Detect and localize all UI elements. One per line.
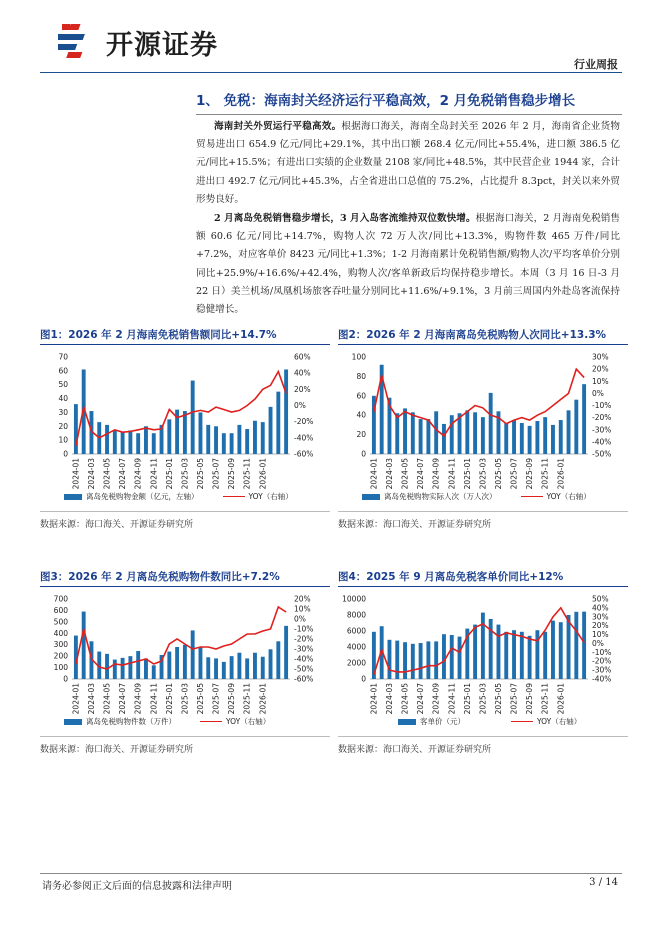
- legend-line-label: YOY（右轴）: [248, 492, 293, 501]
- chart-bar: [253, 421, 257, 454]
- chart-bar: [559, 420, 563, 454]
- chart-bar: [574, 612, 578, 679]
- chart-bar: [276, 641, 280, 679]
- y-right-tick-label: 40%: [294, 368, 311, 378]
- x-tick-label: 2024-07: [118, 683, 128, 715]
- chart-bar: [411, 412, 415, 454]
- x-tick-label: 2026-01: [556, 458, 566, 490]
- x-tick-label: 2025-11: [242, 683, 252, 715]
- y-left-tick-label: 8000: [346, 610, 366, 620]
- y-right-tick-label: -40%: [294, 433, 314, 443]
- chart-bar: [199, 412, 203, 454]
- x-tick-label: 2026-01: [556, 683, 566, 715]
- chart-bar: [284, 626, 288, 679]
- x-tick-label: 2024-11: [447, 458, 457, 490]
- figure-title: 图4：2025 年 9 月离岛免税客单价同比+12%: [338, 571, 564, 583]
- figure-divider: [338, 586, 628, 587]
- brand-name: 开源证券: [106, 30, 218, 61]
- x-tick-label: 2024-07: [416, 683, 426, 715]
- chart-bar: [497, 625, 501, 679]
- y-left-tick-label: 0: [361, 674, 366, 684]
- y-right-tick-label: -10%: [294, 624, 314, 634]
- chart-bar: [214, 426, 218, 454]
- y-right-tick-label: -30%: [294, 644, 314, 654]
- y-left-tick-label: 70: [58, 352, 68, 362]
- figure-title: 图2：2026 年 2 月海南离岛免税购物人次同比+13.3%: [338, 329, 607, 341]
- y-left-tick-label: 0: [63, 449, 68, 459]
- section-title: 1、 免税：海南封关经济运行平稳高效，2 月免税销售稳步增长: [196, 93, 576, 109]
- y-left-tick-label: 10000: [342, 594, 366, 604]
- y-right-tick-label: 30%: [592, 612, 609, 622]
- chart-bar: [144, 658, 148, 679]
- chart-bar: [574, 400, 578, 454]
- x-tick-label: 2024-09: [431, 683, 441, 715]
- y-left-tick-label: 10: [58, 435, 68, 445]
- chart-bar: [237, 653, 241, 679]
- y-left-tick-label: 100: [351, 352, 366, 362]
- y-left-tick-label: 0: [361, 449, 366, 459]
- chart-bar: [276, 392, 280, 454]
- x-tick-label: 2024-05: [102, 458, 112, 490]
- source-divider: [40, 736, 330, 737]
- figure-title: 图3：2026 年 2 月离岛免税购物件数同比+7.2%: [40, 571, 280, 583]
- chart-bar: [543, 632, 547, 679]
- chart-items: [40, 591, 330, 719]
- x-tick-label: 2025-05: [195, 458, 205, 490]
- y-left-tick-label: 80: [356, 371, 366, 381]
- y-right-tick-label: 0%: [294, 614, 306, 624]
- chart-bar: [199, 647, 203, 679]
- chart-legend: [398, 716, 581, 727]
- figure-1: [40, 327, 330, 537]
- chart-bar: [230, 433, 234, 454]
- x-tick-label: 2024-09: [133, 458, 143, 490]
- chart-bar: [559, 622, 563, 679]
- chart-bar: [136, 651, 140, 679]
- chart-bar: [489, 393, 493, 454]
- x-tick-label: 2024-05: [102, 683, 112, 715]
- y-left-tick-label: 600: [53, 605, 68, 615]
- y-right-tick-label: -30%: [592, 425, 612, 435]
- y-right-tick-label: 60%: [294, 352, 311, 362]
- legend-line-label: YOY（右轴）: [226, 717, 271, 726]
- legend-bar-label: 离岛免税购物件数（万件）: [86, 717, 176, 726]
- y-right-tick-label: -60%: [294, 449, 314, 459]
- chart-bar: [284, 369, 288, 454]
- figure-divider: [40, 344, 330, 345]
- x-tick-label: 2024-07: [118, 458, 128, 490]
- chart-visitors: [338, 349, 628, 494]
- y-right-tick-label: 50%: [592, 594, 609, 604]
- chart-bar: [567, 615, 571, 679]
- chart-bar: [465, 410, 469, 454]
- chart-bar: [152, 433, 156, 454]
- chart-bar: [535, 630, 539, 679]
- x-tick-label: 2025-01: [164, 683, 174, 715]
- y-right-tick-label: -40%: [592, 674, 612, 684]
- y-right-tick-label: -20%: [294, 634, 314, 644]
- legend-line-swatch: [200, 721, 222, 722]
- y-right-tick-label: -40%: [294, 654, 314, 664]
- chart-bar: [113, 430, 117, 454]
- x-tick-label: 2024-01: [71, 458, 81, 490]
- chart-bar: [535, 421, 539, 454]
- chart-bar: [520, 632, 524, 679]
- chart-bar: [388, 640, 392, 679]
- y-right-tick-label: 10%: [294, 604, 311, 614]
- legend-line-swatch: [223, 496, 245, 497]
- paragraph-body: 根据海口海关，2 月海南免税销售额 60.6 亿元/同比+14.7%，购物人次 72 万人次/同比+13.3%，购物件数 465 万件/同比+7.2%，对应客单价 8423 元/同比+1.3%；1-2 月海南累计免税销售额/购物人次/平均客单价分别同比+25.9%/+16.6%/+42.4%，购物人次/客单新政后均保持稳步增长。本周（3 月 16 日-3 月 22 日）美兰机场/凤凰机场旅客吞吐量分别同比+11.6%/+9.1%，3 月前三周国内外赴岛客流保持稳健增长。: [196, 213, 620, 316]
- x-tick-label: 2024-03: [384, 683, 394, 715]
- legend-bar-label: 离岛免税购物实际人次（万人次）: [384, 492, 497, 501]
- chart-bar: [528, 426, 532, 454]
- x-tick-label: 2025-05: [195, 683, 205, 715]
- y-right-tick-label: 20%: [294, 594, 311, 604]
- y-right-tick-label: 0%: [294, 401, 306, 410]
- chart-bar: [551, 425, 555, 454]
- x-tick-label: 2025-09: [227, 683, 237, 715]
- chart-bar: [183, 411, 187, 454]
- chart-bar: [403, 642, 407, 679]
- y-right-tick-label: 10%: [592, 630, 609, 640]
- figure-source: 数据来源：海口海关、开源证券研究所: [40, 520, 194, 530]
- chart-bar: [567, 410, 571, 454]
- chart-sales: [40, 349, 330, 494]
- chart-bar: [481, 613, 485, 679]
- chart-bar: [136, 433, 140, 454]
- chart-bar: [426, 641, 430, 679]
- y-right-tick-label: 20%: [294, 384, 311, 394]
- x-tick-label: 2025-01: [462, 458, 472, 490]
- y-right-tick-label: 20%: [592, 621, 609, 631]
- figure-divider: [338, 344, 628, 345]
- footer-disclaimer: 请务必参阅正文后面的信息披露和法律声明: [42, 881, 232, 892]
- y-left-tick-label: 6000: [346, 626, 366, 636]
- y-right-tick-label: 10%: [592, 376, 609, 386]
- y-right-tick-label: -10%: [592, 647, 612, 657]
- paragraph-lead: 2 月离岛免税销售稳步增长，3 月入岛客流维持双位数快增。: [214, 213, 476, 224]
- chart-bar: [121, 432, 125, 454]
- chart-bar: [82, 612, 86, 679]
- x-tick-label: 2024-11: [149, 458, 159, 490]
- paragraph-body: 根据海口海关，海南全岛封关至 2026 年 2 月，海南省企业货物贸易进出口 654.9 亿元/同比+29.1%，其中出口额 268.4 亿元/同比+55.4%，进口额 386.5 亿元/同比+15.5%；有进出口实绩的企业数量 2108 家/同比+48.5%，其中民营企业 1944 家，合计进出口 492.7 亿元/同比+45.3%，占全省进出口总值的 75.2%，占比提升 8.3pct，封关以来外贸形势良好。: [196, 121, 620, 205]
- y-left-tick-label: 500: [53, 617, 68, 627]
- chart-bar: [191, 381, 195, 454]
- x-tick-label: 2025-07: [509, 683, 519, 715]
- figure-4: [338, 569, 628, 759]
- chart-bar: [222, 662, 226, 679]
- page-number: 3 / 14: [589, 877, 618, 888]
- chart-bar: [582, 612, 586, 679]
- x-tick-label: 2025-03: [478, 458, 488, 490]
- header-divider: [40, 72, 622, 73]
- chart-bar: [528, 636, 532, 679]
- chart-legend: [64, 716, 270, 727]
- x-tick-label: 2024-03: [86, 458, 96, 490]
- chart-bar: [434, 641, 438, 679]
- y-right-tick-label: 20%: [592, 364, 609, 374]
- x-tick-label: 2025-11: [242, 458, 252, 490]
- y-left-tick-label: 50: [58, 380, 68, 390]
- chart-bar: [121, 658, 125, 679]
- y-left-tick-label: 20: [356, 430, 366, 440]
- chart-bar: [450, 635, 454, 679]
- x-tick-label: 2024-09: [431, 458, 441, 490]
- chart-bar: [411, 644, 415, 679]
- figure-source: 数据来源：海口海关、开源证券研究所: [40, 745, 194, 755]
- x-tick-label: 2024-11: [149, 683, 159, 715]
- chart-bar: [175, 647, 179, 679]
- y-left-tick-label: 200: [53, 651, 68, 661]
- x-tick-label: 2024-01: [369, 458, 379, 490]
- x-tick-label: 2026-01: [258, 683, 268, 715]
- legend-line-swatch: [511, 721, 533, 722]
- legend-bar-swatch: [362, 494, 380, 500]
- x-tick-label: 2024-09: [133, 683, 143, 715]
- y-right-tick-label: -50%: [294, 664, 314, 674]
- chart-bar: [458, 637, 462, 679]
- y-left-tick-label: 60: [356, 391, 366, 401]
- chart-bar: [481, 417, 485, 454]
- x-tick-label: 2024-03: [384, 458, 394, 490]
- x-tick-label: 2025-07: [211, 458, 221, 490]
- chart-bar: [582, 384, 586, 454]
- y-right-tick-label: -10%: [592, 401, 612, 410]
- chart-bar: [520, 423, 524, 454]
- chart-bar: [419, 643, 423, 679]
- chart-bar: [214, 658, 218, 679]
- chart-legend: [64, 491, 293, 502]
- chart-bar: [504, 423, 508, 454]
- chart-bar: [128, 430, 132, 454]
- source-divider: [338, 511, 628, 512]
- figure-3: [40, 569, 330, 759]
- chart-bar: [395, 413, 399, 454]
- x-tick-label: 2025-05: [493, 683, 503, 715]
- paragraph-lead: 海南封关外贸运行平稳高效。: [214, 121, 342, 132]
- chart-bar: [105, 425, 109, 454]
- figure-title: 图1：2026 年 2 月海南免税销售额同比+14.7%: [40, 329, 277, 341]
- x-tick-label: 2025-11: [540, 458, 550, 490]
- figure-source: 数据来源：海口海关、开源证券研究所: [338, 745, 492, 755]
- chart-bar: [419, 419, 423, 454]
- chart-ticket: [338, 591, 628, 719]
- source-divider: [40, 511, 330, 512]
- x-tick-label: 2025-03: [180, 683, 190, 715]
- chart-bar: [512, 420, 516, 454]
- chart-bar: [512, 630, 516, 679]
- company-logo: [58, 20, 258, 60]
- y-right-tick-label: -20%: [592, 413, 612, 423]
- y-left-tick-label: 20: [58, 421, 68, 431]
- y-right-tick-label: 0%: [592, 638, 604, 648]
- chart-bar: [206, 657, 210, 679]
- y-left-tick-label: 2000: [346, 658, 366, 668]
- legend-line-label: YOY（右轴）: [546, 492, 591, 501]
- y-left-tick-label: 40: [356, 410, 366, 420]
- chart-bar: [230, 656, 234, 679]
- y-left-tick-label: 0: [63, 674, 68, 684]
- report-type: 行业周报: [574, 58, 618, 71]
- y-left-tick-label: 40: [58, 394, 68, 404]
- x-tick-label: 2025-11: [540, 683, 550, 715]
- chart-bar: [395, 641, 399, 679]
- x-tick-label: 2025-01: [164, 458, 174, 490]
- x-tick-label: 2025-09: [525, 458, 535, 490]
- chart-bar: [144, 426, 148, 454]
- x-tick-label: 2024-03: [86, 683, 96, 715]
- chart-bar: [261, 657, 265, 679]
- chart-bar: [245, 429, 249, 454]
- legend-line-label: YOY（右轴）: [537, 717, 582, 726]
- logo-mark-icon: [58, 20, 102, 60]
- y-right-tick-label: 0%: [592, 388, 604, 398]
- legend-bar-swatch: [398, 719, 416, 725]
- y-left-tick-label: 30: [58, 407, 68, 417]
- chart-bar: [426, 419, 430, 454]
- chart-bar: [269, 649, 273, 679]
- y-left-tick-label: 400: [53, 628, 68, 638]
- legend-bar-label: 离岛免税购物金额（亿元，左轴）: [86, 492, 199, 501]
- x-tick-label: 2024-01: [369, 683, 379, 715]
- x-tick-label: 2025-05: [493, 458, 503, 490]
- legend-line-swatch: [521, 496, 543, 497]
- y-right-tick-label: -40%: [592, 437, 612, 447]
- y-right-tick-label: 40%: [592, 603, 609, 613]
- paragraph-dutyfree: [196, 210, 620, 319]
- x-tick-label: 2025-09: [227, 458, 237, 490]
- chart-bar: [253, 653, 257, 679]
- chart-bar: [442, 424, 446, 454]
- chart-bar: [183, 645, 187, 679]
- chart-bar: [74, 404, 78, 454]
- chart-bar: [128, 656, 132, 679]
- chart-bar: [450, 415, 454, 454]
- y-right-tick-label: 30%: [592, 352, 609, 362]
- figure-divider: [40, 586, 330, 587]
- x-tick-label: 2024-01: [71, 683, 81, 715]
- x-tick-label: 2024-05: [400, 458, 410, 490]
- x-tick-label: 2024-11: [447, 683, 457, 715]
- y-left-tick-label: 300: [53, 640, 68, 650]
- figure-source: 数据来源：海口海关、开源证券研究所: [338, 520, 492, 530]
- y-left-tick-label: 4000: [346, 642, 366, 652]
- x-tick-label: 2025-01: [462, 683, 472, 715]
- y-right-tick-label: -20%: [592, 656, 612, 666]
- chart-bar: [269, 407, 273, 454]
- chart-bar: [543, 417, 547, 454]
- y-left-tick-label: 700: [53, 594, 68, 604]
- chart-bar: [551, 621, 555, 679]
- chart-bar: [105, 654, 109, 679]
- chart-bar: [473, 412, 477, 454]
- x-tick-label: 2025-03: [478, 683, 488, 715]
- chart-bar: [261, 422, 265, 454]
- chart-bar: [504, 632, 508, 679]
- y-right-tick-label: -20%: [294, 417, 314, 427]
- section-divider: [196, 114, 622, 115]
- y-left-tick-label: 100: [53, 663, 68, 673]
- x-tick-label: 2025-03: [180, 458, 190, 490]
- x-tick-label: 2025-07: [211, 683, 221, 715]
- chart-bar: [167, 652, 171, 679]
- legend-bar-label: 客单价（元）: [420, 717, 465, 726]
- legend-bar-swatch: [64, 494, 82, 500]
- y-right-tick-label: -60%: [294, 674, 314, 684]
- paragraph-trade: [196, 118, 620, 209]
- chart-legend: [362, 491, 591, 502]
- figure-2: [338, 327, 628, 537]
- chart-bar: [167, 419, 171, 454]
- footer-divider: [40, 873, 622, 874]
- chart-bar: [222, 433, 226, 454]
- chart-bar: [113, 660, 117, 679]
- chart-bar: [403, 408, 407, 454]
- y-right-tick-label: -50%: [592, 449, 612, 459]
- y-left-tick-label: 60: [58, 366, 68, 376]
- chart-bar: [191, 630, 195, 679]
- chart-bar: [206, 425, 210, 454]
- chart-bar: [152, 665, 156, 679]
- chart-bar: [237, 425, 241, 454]
- x-tick-label: 2024-05: [400, 683, 410, 715]
- legend-bar-swatch: [64, 719, 82, 725]
- chart-bar: [434, 411, 438, 454]
- x-tick-label: 2026-01: [258, 458, 268, 490]
- chart-bar: [442, 634, 446, 679]
- chart-bar: [473, 625, 477, 679]
- source-divider: [338, 736, 628, 737]
- x-tick-label: 2025-09: [525, 683, 535, 715]
- chart-bar: [245, 658, 249, 679]
- x-tick-label: 2025-07: [509, 458, 519, 490]
- x-tick-label: 2024-07: [416, 458, 426, 490]
- y-right-tick-label: -30%: [592, 665, 612, 675]
